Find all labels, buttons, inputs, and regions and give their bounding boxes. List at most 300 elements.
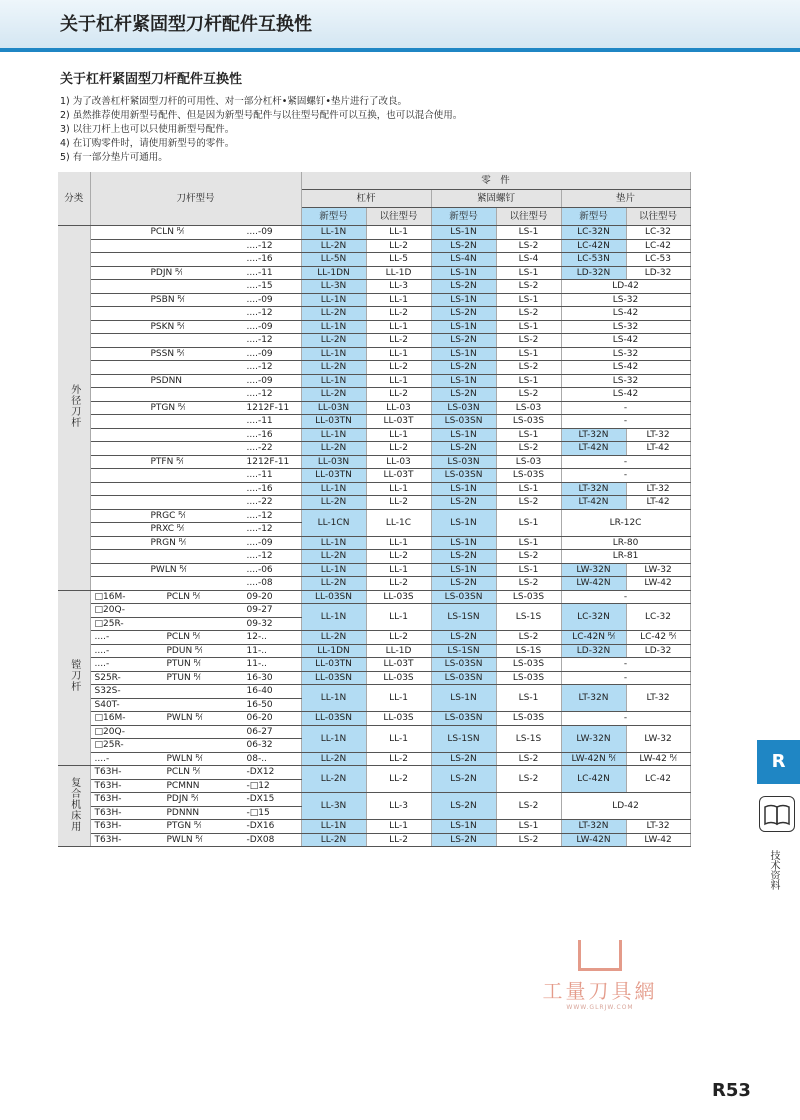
part-cell: LT-32 [626,428,690,442]
part-cell: LL-2 [366,766,431,793]
part-cell: LT-32 [626,685,690,712]
part-cell: LL-1 [366,536,431,550]
header-shim: 垫片 [561,190,690,208]
model-cell [90,428,301,442]
part-cell: LS-1 [496,266,561,280]
part-cell: LL-1 [366,725,431,752]
part-cell: LR-80 [561,536,690,550]
table-row [58,401,690,415]
part-cell: LS-03SN [431,658,496,672]
part-cell: LS-42 [561,388,690,402]
part-cell: LS-03 [496,401,561,415]
model-prefix: □25R- [94,618,124,629]
model-size: 16-40 [246,686,273,697]
model-prefix: S32S- [94,686,121,697]
table-row [58,428,690,442]
model-size: ....-09 [246,227,273,238]
part-cell: LL-03TN [301,658,366,672]
model-type: PWLN ᴿ⁄ₗ [166,834,203,845]
model-cell [90,779,301,793]
part-cell: LS-2N [431,766,496,793]
part-cell: LS-1N [431,820,496,834]
compatibility-table [58,172,691,847]
table-row [58,536,690,550]
model-type: PTUN ᴿ⁄ₗ [166,672,201,683]
model-cell [90,253,301,267]
part-cell: LS-1SN [431,644,496,658]
model-type: PTGN ᴿ⁄ₗ [150,402,185,413]
model-prefix: T63H- [94,834,122,845]
part-cell: LL-2N [301,239,366,253]
part-cell: LS-1 [496,536,561,550]
part-cell: LS-1S [496,604,561,631]
model-cell [90,388,301,402]
part-cell: LS-03SN [431,469,496,483]
model-size: -DX12 [246,767,275,778]
model-prefix: ....- [94,753,110,764]
part-cell: LS-4 [496,253,561,267]
part-cell: LC-42 ᴿ⁄ₗ [626,631,690,645]
model-size: ....-12 [246,510,273,521]
note-item: 5) 有一部分垫片可通用。 [60,152,168,163]
note-item: 2) 虽然推荐使用新型号配件、但是因为新型号配件与以往型号配件可以互换，也可以混合使用。 [60,110,463,121]
model-cell [90,455,301,469]
part-cell: LD-32N [561,266,626,280]
part-cell: LL-2N [301,752,366,766]
header-parts: 零 件 [301,172,690,190]
section-title: 关于杠杆紧固型刀杆配件互换性 [60,72,243,87]
part-cell: LT-32N [561,482,626,496]
model-type: PWLN ᴿ⁄ₗ [166,713,203,724]
table-row [58,253,690,267]
part-cell: LT-32 [626,820,690,834]
part-cell: LL-1N [301,482,366,496]
model-cell [90,347,301,361]
part-cell: LS-03S [496,590,561,604]
part-cell: LS-2N [431,307,496,321]
model-size: 09-20 [246,591,273,602]
part-cell: LL-2 [366,496,431,510]
part-cell: LL-2 [366,752,431,766]
model-prefix: □20Q- [94,726,126,737]
part-cell: LC-32N [561,604,626,631]
part-cell: LL-2N [301,334,366,348]
part-cell: LL-1N [301,820,366,834]
part-cell: LL-1 [366,226,431,240]
model-size: 08-.. [246,753,267,764]
model-type: PCMNN [166,780,200,791]
part-cell: LS-03S [496,415,561,429]
table-row [58,347,690,361]
model-size: 09-32 [246,618,273,629]
part-cell: LS-2 [496,550,561,564]
note-item: 1) 为了改善杠杆紧固型刀杆的可用性、对一部分杠杆•紧固螺钉•垫片进行了改良。 [60,96,407,107]
model-size: ....-11 [246,267,273,278]
part-cell: LC-32 [626,604,690,631]
model-type: PRXC ᴿ⁄ₗ [150,524,184,535]
part-cell: LS-2 [496,361,561,375]
table-row [58,293,690,307]
model-cell [90,617,301,631]
part-cell: LS-03N [431,455,496,469]
table-row [58,563,690,577]
model-size: ....-09 [246,294,273,305]
model-size: ....-09 [246,375,273,386]
part-cell: LS-2 [496,793,561,820]
part-cell: LS-42 [561,334,690,348]
model-size: ....-11 [246,416,273,427]
part-cell: LS-2 [496,239,561,253]
model-cell [90,712,301,726]
model-size: -□15 [246,807,270,818]
part-cell: LL-03TN [301,415,366,429]
model-size: ....-12 [246,308,273,319]
model-size: ....-12 [246,362,273,373]
table-row [58,631,690,645]
part-cell: LL-2N [301,442,366,456]
model-cell [90,766,301,780]
part-cell: LL-1 [366,604,431,631]
part-cell: LS-2 [496,766,561,793]
part-cell: LL-1C [366,509,431,536]
part-cell: LL-2 [366,334,431,348]
part-cell: LL-1N [301,293,366,307]
model-cell [90,374,301,388]
part-cell: LL-03S [366,590,431,604]
header-new: 新型号 [301,208,366,226]
part-cell: LL-2 [366,577,431,591]
part-cell: LL-2 [366,307,431,321]
part-cell: LW-42N ᴿ⁄ₗ [561,752,626,766]
table-row [58,455,690,469]
part-cell: LS-1 [496,320,561,334]
header-old: 以往型号 [496,208,561,226]
model-type: PCLN ᴿ⁄ₗ [150,227,184,238]
part-cell: LS-03S [496,469,561,483]
model-cell [90,550,301,564]
watermark-logo-icon [578,940,622,971]
model-cell [90,752,301,766]
category-label: 镗刀杆 [68,659,80,693]
table-row [58,496,690,510]
part-cell: LL-3 [366,793,431,820]
model-type: PCLN ᴿ⁄ₗ [166,767,200,778]
part-cell: LS-1 [496,374,561,388]
part-cell: LL-1N [301,685,366,712]
part-cell: LC-32 [626,226,690,240]
part-cell: LS-2N [431,752,496,766]
table-row [58,469,690,483]
part-cell: LL-2N [301,361,366,375]
part-cell: LT-42 [626,496,690,510]
part-cell: - [561,671,690,685]
model-size: ....-09 [246,321,273,332]
part-cell: LL-1 [366,685,431,712]
part-cell: LS-32 [561,347,690,361]
part-cell: LS-1N [431,293,496,307]
part-cell: LS-2 [496,307,561,321]
model-cell [90,577,301,591]
model-size: ....-15 [246,281,273,292]
table-row [58,577,690,591]
part-cell: LS-2N [431,280,496,294]
model-cell [90,239,301,253]
part-cell: LD-32 [626,266,690,280]
part-cell: LS-2 [496,833,561,847]
model-size: ....-12 [246,524,273,535]
part-cell: LS-32 [561,374,690,388]
model-cell [90,469,301,483]
side-label: 技术资料 [768,850,779,890]
model-prefix: □16M- [94,591,126,602]
model-size: 06-27 [246,726,273,737]
table-row [58,766,690,780]
model-size: ....-12 [246,335,273,346]
part-cell: LT-42 [626,442,690,456]
part-cell: LL-03T [366,658,431,672]
model-cell [90,293,301,307]
table-row [58,725,690,739]
table-row [58,658,690,672]
part-cell: LL-03S [366,712,431,726]
model-prefix: T63H- [94,780,122,791]
model-cell [90,361,301,375]
model-prefix: □25R- [94,740,124,751]
model-cell [90,536,301,550]
part-cell: LS-1N [431,536,496,550]
watermark-text: 工量刀具網 [542,979,658,1003]
part-cell: LS-2N [431,496,496,510]
model-type: PDJN ᴿ⁄ₗ [150,267,183,278]
model-cell [90,401,301,415]
part-cell: LS-4N [431,253,496,267]
model-cell [90,631,301,645]
part-cell: LL-1 [366,293,431,307]
model-size: -DX16 [246,821,275,832]
part-cell: LS-2N [431,631,496,645]
table-row [58,239,690,253]
part-cell: LS-1 [496,820,561,834]
table-row [58,685,690,699]
part-cell: LL-1N [301,428,366,442]
model-size: ....-16 [246,254,273,265]
part-cell: LS-1N [431,374,496,388]
model-cell [90,604,301,618]
part-cell: LS-2N [431,334,496,348]
part-cell: LL-1 [366,320,431,334]
part-cell: LC-42 [626,239,690,253]
part-cell: LW-42N [561,577,626,591]
part-cell: LS-1N [431,320,496,334]
part-cell: LL-1N [301,374,366,388]
model-prefix: S25R- [94,672,121,683]
part-cell: LW-42N [561,833,626,847]
model-cell [90,509,301,523]
model-cell [90,698,301,712]
section-tab-r[interactable]: R [757,740,800,784]
model-cell [90,725,301,739]
part-cell: LS-1N [431,482,496,496]
model-size: ....-22 [246,497,273,508]
model-cell [90,685,301,699]
header-title: 关于杠杆紧固型刀杆配件互换性 [60,14,312,35]
table-row [58,307,690,321]
part-cell: LT-42N [561,496,626,510]
part-cell: LS-2 [496,752,561,766]
part-cell: LC-53N [561,253,626,267]
part-cell: LS-2 [496,334,561,348]
notes-list [60,95,462,165]
model-type: PWLN ᴿ⁄ₗ [150,564,187,575]
part-cell: LR-12C [561,509,690,536]
part-cell: LL-2N [301,550,366,564]
part-cell: - [561,469,690,483]
model-type: PTFN ᴿ⁄ₗ [150,456,184,467]
part-cell: LS-1S [496,644,561,658]
model-type: PTUN ᴿ⁄ₗ [166,659,201,670]
part-cell: LR-81 [561,550,690,564]
model-cell [90,415,301,429]
model-size: -DX15 [246,794,275,805]
part-cell: LL-1N [301,347,366,361]
model-size: ....-12 [246,551,273,562]
model-size: ....-12 [246,240,273,251]
part-cell: LS-1N [431,563,496,577]
model-type: PCLN ᴿ⁄ₗ [166,591,200,602]
part-cell: LW-32N [561,563,626,577]
part-cell: LL-1 [366,428,431,442]
part-cell: LS-2N [431,550,496,564]
model-prefix: ....- [94,645,110,656]
part-cell: LS-03SN [431,590,496,604]
model-cell [90,482,301,496]
table-row [58,509,690,523]
model-type: PDNNN [166,807,200,818]
table-row [58,374,690,388]
part-cell: LT-32N [561,428,626,442]
table-row [58,361,690,375]
group-boring [58,590,690,766]
header-new: 新型号 [561,208,626,226]
part-cell: LL-3N [301,793,366,820]
model-size: ....-22 [246,443,273,454]
model-size: ....-06 [246,564,273,575]
part-cell: LS-03S [496,671,561,685]
header-lever: 杠杆 [301,190,431,208]
part-cell: LS-1 [496,347,561,361]
part-cell: LD-42 [561,793,690,820]
part-cell: LS-03N [431,401,496,415]
header-new: 新型号 [431,208,496,226]
note-item: 3) 以往刀杆上也可以只使用新型号配件。 [60,124,235,135]
part-cell: LS-1SN [431,604,496,631]
part-cell: - [561,455,690,469]
model-cell [90,226,301,240]
part-cell: - [561,415,690,429]
header-category: 分类 [58,172,90,226]
model-cell [90,523,301,537]
model-cell [90,334,301,348]
part-cell: LL-1DN [301,644,366,658]
model-cell [90,563,301,577]
part-cell: LL-2 [366,631,431,645]
model-type: PDUN ᴿ⁄ₗ [166,645,202,656]
model-size: ....-16 [246,483,273,494]
watermark-url: WWW.GLRJW.COM [566,1004,634,1011]
model-size: 11-.. [246,659,267,670]
part-cell: LS-1N [431,509,496,536]
model-type: PCLN ᴿ⁄ₗ [166,632,200,643]
part-cell: LL-1 [366,347,431,361]
part-cell: LS-1 [496,482,561,496]
part-cell: LL-2N [301,388,366,402]
category-cell [58,226,90,591]
part-cell: LS-42 [561,307,690,321]
part-cell: LL-1D [366,644,431,658]
part-cell: - [561,401,690,415]
model-size: 1212F-11 [246,456,290,467]
part-cell: LL-03T [366,469,431,483]
part-cell: LT-32N [561,820,626,834]
part-cell: LC-42N [561,766,626,793]
part-cell: LL-2N [301,577,366,591]
table-row [58,590,690,604]
model-cell [90,442,301,456]
part-cell: LL-1N [301,320,366,334]
part-cell: LL-2 [366,388,431,402]
table-row [58,320,690,334]
part-cell: LL-5 [366,253,431,267]
part-cell: LL-1 [366,374,431,388]
part-cell: LS-1 [496,293,561,307]
model-size: -DX08 [246,834,275,845]
part-cell: LL-03N [301,401,366,415]
part-cell: LL-03S [366,671,431,685]
model-type: PSSN ᴿ⁄ₗ [150,348,184,359]
part-cell: LW-32N [561,725,626,752]
category-cell [58,766,90,847]
model-cell [90,658,301,672]
table-row [58,712,690,726]
part-cell: LL-1N [301,604,366,631]
group-outer [58,226,690,591]
part-cell: LL-03SN [301,671,366,685]
part-cell: LW-42 ᴿ⁄ₗ [626,752,690,766]
part-cell: LL-5N [301,253,366,267]
part-cell: LS-2N [431,442,496,456]
table-row [58,820,690,834]
part-cell: LL-03SN [301,590,366,604]
part-cell: LS-1N [431,428,496,442]
part-cell: LC-42 [626,766,690,793]
part-cell: LL-1N [301,563,366,577]
part-cell: LW-32 [626,563,690,577]
part-cell: LW-42 [626,577,690,591]
header-old: 以往型号 [626,208,690,226]
part-cell: LL-1 [366,563,431,577]
model-cell [90,320,301,334]
model-size: 16-30 [246,672,273,683]
part-cell: LW-42 [626,833,690,847]
part-cell: LS-1N [431,226,496,240]
part-cell: LL-2N [301,766,366,793]
header-screw: 紧固螺钉 [431,190,561,208]
part-cell: LL-1 [366,820,431,834]
model-prefix: □16M- [94,713,126,724]
model-prefix: T63H- [94,794,122,805]
book-icon [759,796,795,832]
part-cell: LS-03SN [431,415,496,429]
